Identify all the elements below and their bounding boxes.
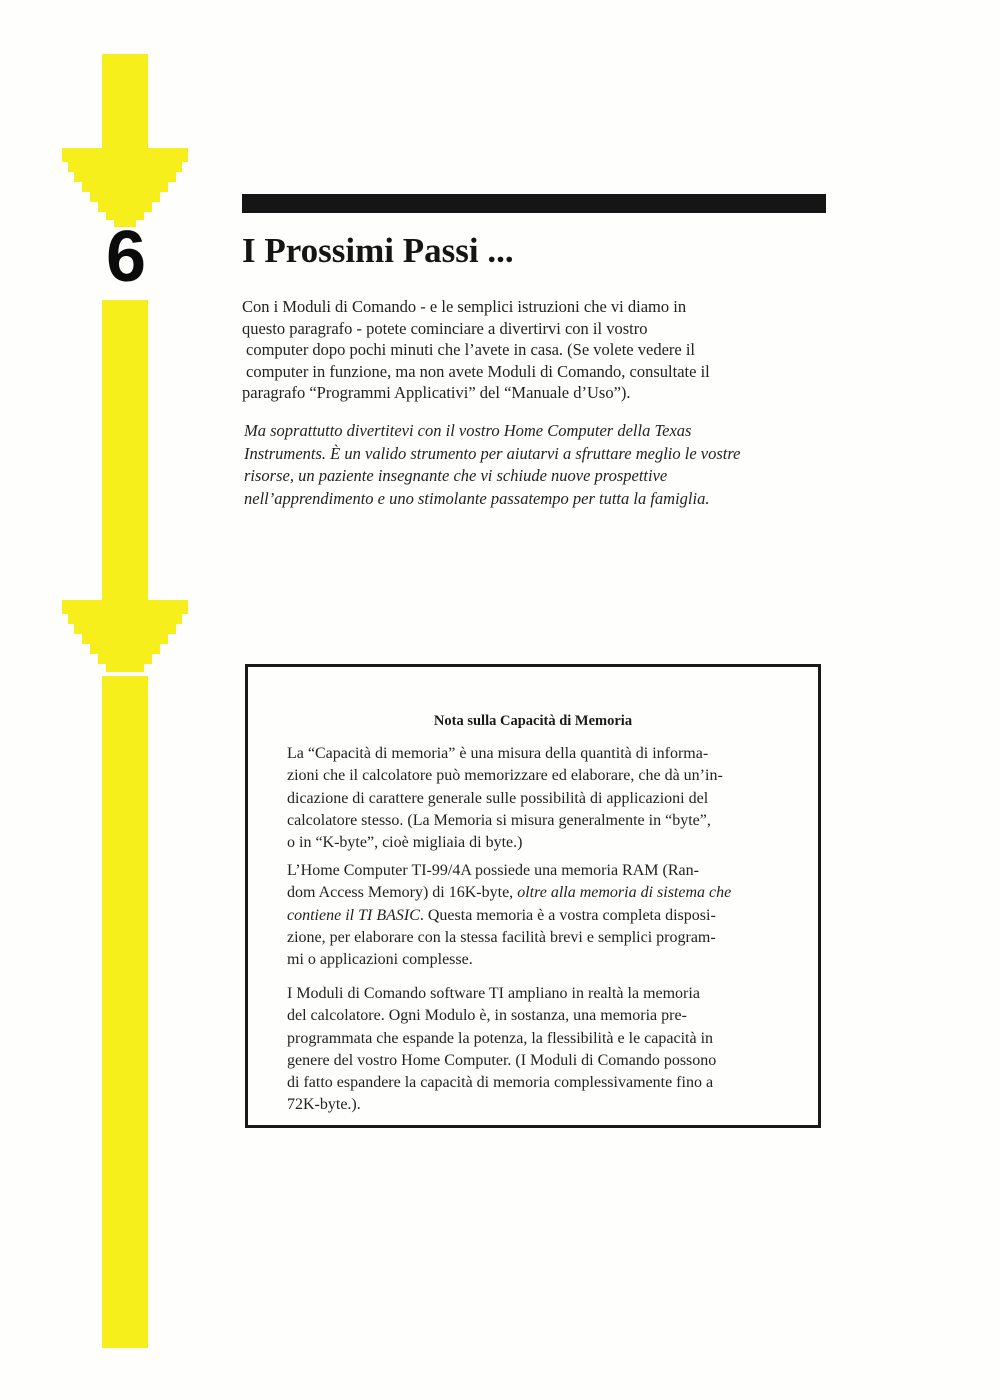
intro-line: computer dopo pochi minuti che l’avete in casa. (Se volete vedere il — [246, 340, 696, 359]
chapter-title: I Prossimi Passi ... — [242, 231, 514, 270]
note-title: Nota sulla Capacità di Memoria — [433, 713, 633, 729]
intro-paragraph — [242, 296, 822, 404]
note-line: La “Capacità di memoria” è una misura della quantità di informa- — [287, 745, 709, 762]
note-line: mi o applicazioni complesse. — [287, 951, 473, 969]
note-line: zioni che il calcolatore può memorizzare ed elaborare, che dà un’in- — [287, 767, 723, 785]
down-arrow-icon — [0, 0, 200, 1400]
chapter-number: 6 — [105, 217, 147, 297]
note-line: dicazione di carattere generale sulle possibilità di applicazioni del — [287, 789, 709, 807]
memory-note-box — [245, 664, 821, 1128]
note-line: programmata che espande la potenza, la flessibilità e le capacità in — [287, 1029, 714, 1047]
note-text: . Questa memoria è a vostra completa disposi- — [419, 906, 716, 924]
note-paragraph-1 — [287, 743, 807, 854]
note-line: L’Home Computer TI-99/4A possiede una memoria RAM (Ran- — [287, 862, 699, 879]
closing-line: nell’apprendimento e uno stimolante passatempo per tutta la famiglia. — [244, 488, 710, 508]
note-emphasis: oltre alla memoria di sistema che — [517, 884, 732, 902]
note-line: genere del vostro Home Computer. (I Moduli di Comando possono — [287, 1051, 717, 1069]
note-line: I Moduli di Comando software TI ampliano in realtà la memoria — [287, 985, 700, 1002]
note-paragraph-2 — [287, 860, 807, 971]
closing-line: Ma soprattutto divertitevi con il vostro Home Computer della Texas — [244, 421, 692, 440]
closing-paragraph — [244, 420, 824, 510]
closing-line: Instruments. È un valido strumento per aiutarvi a sfruttare meglio le vostre — [244, 443, 741, 463]
note-line: zione, per elaborare con la stessa facilità brevi e semplici program- — [287, 928, 716, 946]
chapter-arrow-band — [0, 0, 200, 1400]
intro-line: Con i Moduli di Comando - e le semplici istruzioni che vi diamo in — [242, 297, 687, 316]
note-line: calcolatore stesso. (La Memoria si misura generalmente in “byte”, — [287, 811, 711, 829]
note-line: o in “K-byte”, cioè migliaia di byte.) — [287, 834, 523, 852]
intro-line: questo paragrafo - potete cominciare a divertirvi con il vostro — [242, 318, 648, 338]
note-text: dom Access Memory) di 16K-byte, — [287, 884, 518, 902]
note-line: 72K-byte.). — [287, 1096, 361, 1114]
note-line — [287, 905, 807, 927]
note-line: del calcolatore. Ogni Modulo è, in sostanza, una memoria pre- — [287, 1007, 687, 1025]
title-rule — [242, 194, 826, 213]
note-emphasis: contiene il TI BASIC — [287, 906, 420, 924]
note-paragraph-3 — [287, 983, 807, 1117]
note-line: di fatto espandere la capacità di memoria complessivamente fino a — [287, 1074, 714, 1092]
intro-line: paragrafo “Programmi Applicativi” del “Manuale d’Uso”). — [242, 383, 631, 402]
closing-line: risorse, un paziente insegnante che vi schiude nuove prospettive — [244, 466, 668, 485]
note-line — [287, 882, 807, 904]
intro-line: computer in funzione, ma non avete Moduli di Comando, consultate il — [246, 361, 710, 381]
